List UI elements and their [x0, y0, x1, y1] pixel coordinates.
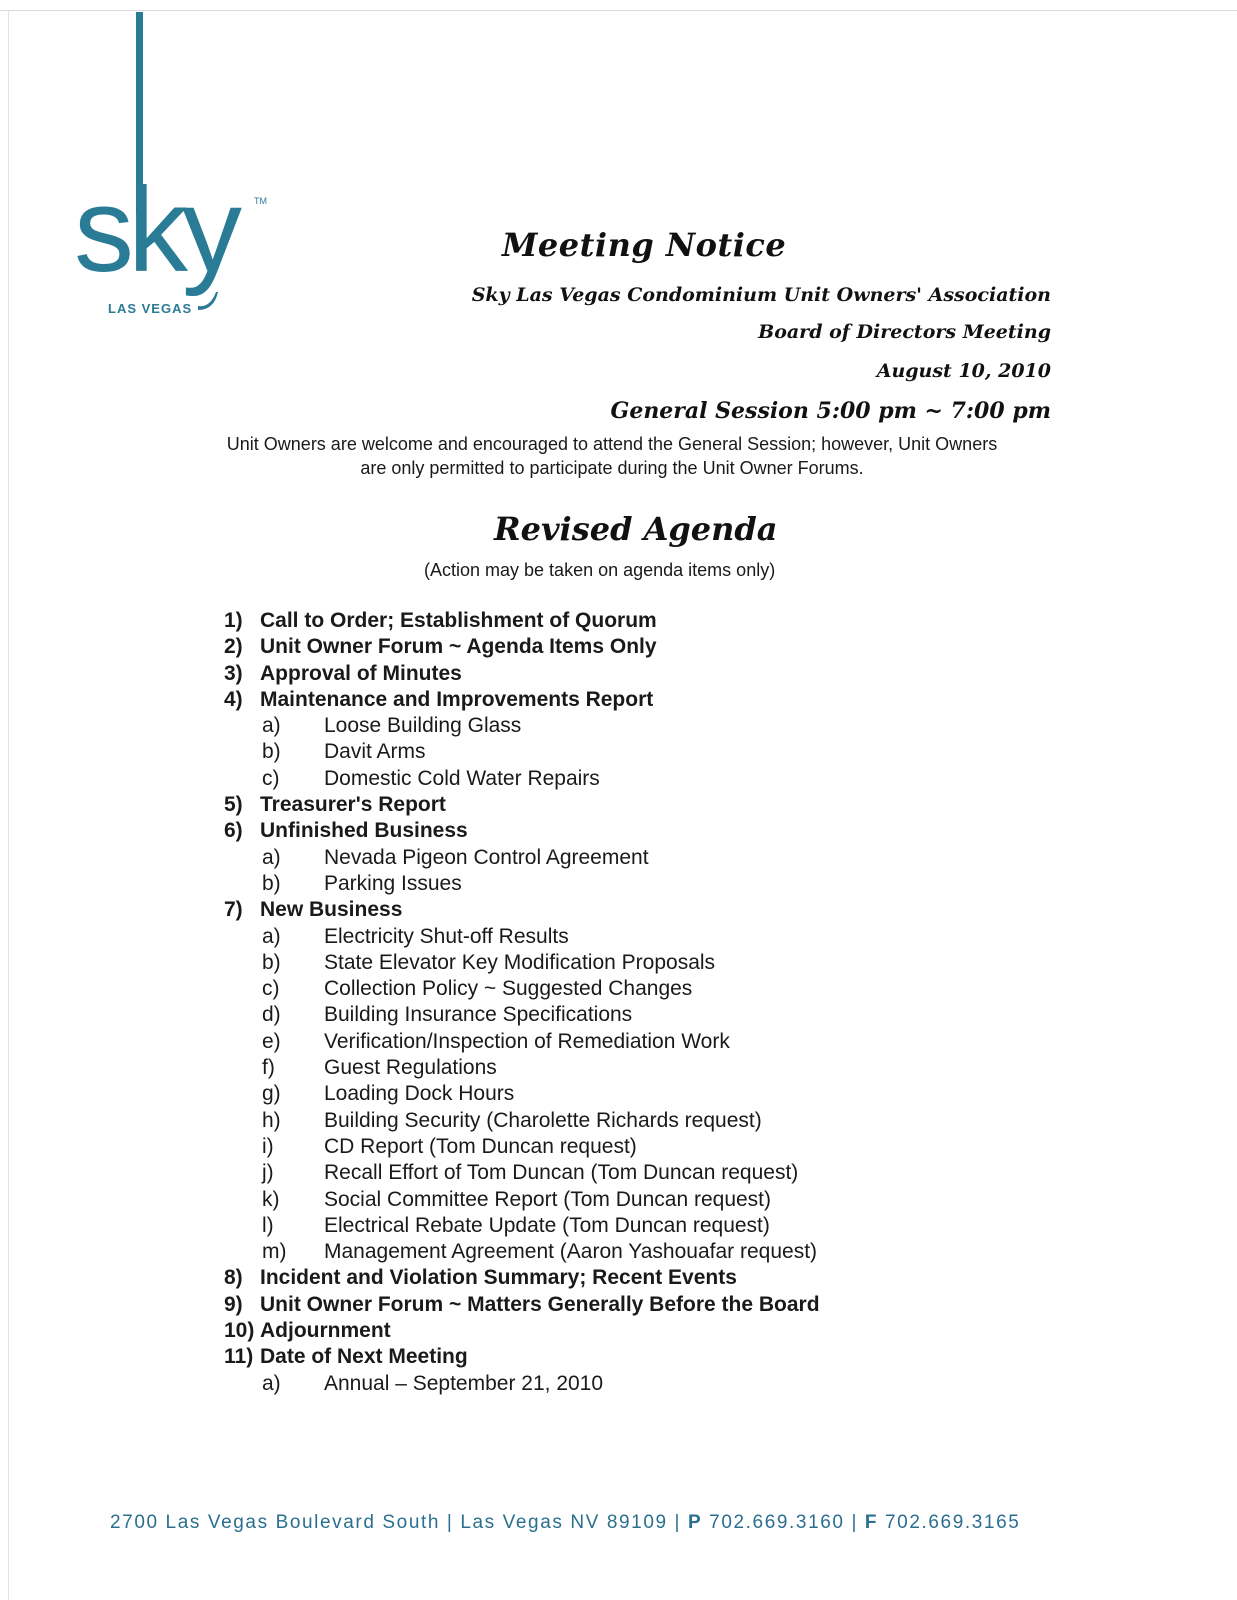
agenda-subitem-letter: b): [262, 740, 281, 764]
welcome-line-2: are only permitted to participate during the Unit Owner Forums.: [360, 458, 864, 478]
agenda-subitem-letter: e): [262, 1029, 281, 1053]
agenda-subitem: [224, 1002, 1124, 1028]
agenda-subitem: [224, 1029, 1124, 1055]
agenda-subitem-text: Management Agreement (Aaron Yashouafar request): [324, 1240, 818, 1264]
agenda-subitem: [224, 871, 1124, 897]
agenda-title: Revised Agenda: [494, 510, 778, 548]
agenda-subitem: [224, 739, 1124, 765]
agenda-subitem-letter: h): [262, 1108, 281, 1132]
agenda-item-number: 11): [224, 1345, 254, 1369]
association-name: Sky Las Vegas Condominium Unit Owners' Association: [471, 284, 1051, 306]
agenda-subitem-text: Loose Building Glass: [324, 714, 522, 738]
agenda-subitem-text: Guest Regulations: [324, 1056, 497, 1080]
agenda-item-number: 8): [224, 1266, 243, 1290]
agenda-item-text: Unfinished Business: [260, 819, 468, 843]
agenda-item: [224, 818, 1124, 844]
footer-phone: 702.669.3160 |: [709, 1512, 858, 1533]
agenda-item-text: Unit Owner Forum ~ Agenda Items Only: [260, 635, 657, 659]
agenda-item: [224, 634, 1124, 660]
footer-phone-label: P: [687, 1512, 703, 1533]
agenda-subitem: [224, 1108, 1124, 1134]
meeting-name: Board of Directors Meeting: [758, 321, 1051, 343]
logo-swoosh-icon: [196, 288, 220, 312]
agenda-subitem-text: Annual – September 21, 2010: [324, 1371, 604, 1395]
agenda-item-text: Call to Order; Establishment of Quorum: [260, 609, 657, 632]
agenda-item-number: 5): [224, 793, 243, 817]
agenda-item: [224, 608, 1124, 634]
agenda-subitem-letter: a): [262, 1371, 281, 1395]
agenda-item-text: Treasurer's Report: [260, 793, 446, 817]
page-top-edge: [0, 10, 1237, 11]
agenda-subitem-letter: k): [262, 1187, 280, 1211]
agenda-subitem-text: Davit Arms: [324, 740, 426, 764]
agenda-item-text: New Business: [260, 898, 403, 922]
welcome-line-1: Unit Owners are welcome and encouraged to attend the General Session; however, Unit Owners: [226, 434, 998, 454]
session-time: General Session 5:00 pm ~ 7:00 pm: [610, 398, 1051, 424]
agenda-item-text: Adjournment: [260, 1319, 391, 1343]
agenda-subitem-letter: m): [262, 1240, 287, 1264]
agenda-subitem: [224, 924, 1124, 950]
agenda-item-number: 3): [224, 661, 243, 685]
agenda-item-text: Approval of Minutes: [260, 661, 462, 685]
agenda-subitem: [224, 713, 1124, 739]
agenda-subitem-text: Collection Policy ~ Suggested Changes: [324, 977, 693, 1001]
agenda-subitem: [224, 1081, 1124, 1107]
agenda-item: [224, 1292, 1124, 1318]
agenda-subitem-letter: i): [262, 1134, 274, 1158]
agenda-item-number: 1): [224, 609, 243, 632]
agenda-subitem: [224, 845, 1124, 871]
agenda-subitem-letter: d): [262, 1003, 281, 1027]
logo-subtitle: LAS VEGAS: [108, 301, 193, 316]
agenda-subitem: [224, 1239, 1124, 1265]
agenda-subitem-letter: a): [262, 845, 281, 869]
welcome-paragraph: [150, 432, 1074, 480]
logo-trademark: TM: [254, 196, 267, 206]
meeting-notice-title: Meeting Notice: [502, 226, 787, 264]
agenda-subitem-letter: b): [262, 871, 281, 895]
agenda-subitem-letter: g): [262, 1082, 281, 1106]
agenda-subitem-text: Verification/Inspection of Remediation Work: [324, 1029, 730, 1053]
agenda-item: [224, 687, 1124, 713]
logo-wordmark: sky: [74, 163, 236, 297]
agenda-item-number: 4): [224, 687, 243, 711]
agenda-item: [224, 897, 1124, 923]
agenda-subitem-letter: a): [262, 714, 281, 738]
agenda-subitem-text: Social Committee Report (Tom Duncan request): [324, 1187, 772, 1211]
agenda-subitem-letter: c): [262, 977, 280, 1001]
agenda-subitem-text: State Elevator Key Modification Proposals: [324, 950, 716, 974]
footer-address: 2700 Las Vegas Boulevard South | Las Vegas NV 89109 |: [110, 1512, 682, 1533]
agenda-subitem: [224, 1187, 1124, 1213]
agenda-subitem-letter: b): [262, 950, 281, 974]
agenda-subitem-text: Electrical Rebate Update (Tom Duncan request): [324, 1213, 770, 1237]
agenda-subitem: [224, 1160, 1124, 1186]
agenda-subitem: [224, 1371, 1124, 1397]
agenda-subitem: [224, 1213, 1124, 1239]
agenda-item-text: Unit Owner Forum ~ Matters Generally Before the Board: [260, 1292, 820, 1316]
sky-logo: [74, 12, 274, 316]
agenda-subitem-letter: j): [262, 1161, 274, 1185]
footer-fax-label: F: [864, 1512, 879, 1533]
agenda-subitem-text: Building Security (Charolette Richards request): [324, 1108, 762, 1132]
agenda-item-number: 2): [224, 635, 243, 659]
agenda-item-text: Maintenance and Improvements Report: [260, 687, 654, 711]
agenda-item-number: 6): [224, 819, 243, 843]
agenda-item-number: 10): [224, 1319, 255, 1343]
agenda-item-text: Date of Next Meeting: [260, 1345, 468, 1369]
agenda-subitem: [224, 950, 1124, 976]
agenda-item: [224, 661, 1124, 687]
agenda-subitem: [224, 1134, 1124, 1160]
agenda-subitem: [224, 766, 1124, 792]
agenda-subitem-text: Domestic Cold Water Repairs: [324, 766, 600, 790]
agenda-subitem-letter: a): [262, 924, 281, 948]
agenda-item-number: 7): [224, 898, 243, 922]
agenda-note: (Action may be taken on agenda items only): [424, 560, 776, 580]
agenda-subitem-text: Parking Issues: [324, 871, 462, 895]
agenda-subitem-letter: l): [262, 1213, 274, 1237]
agenda-subitem-text: Building Insurance Specifications: [324, 1003, 633, 1027]
agenda-item-text: Incident and Violation Summary; Recent Events: [260, 1266, 737, 1290]
agenda-item: [224, 1344, 1124, 1370]
agenda-item-number: 9): [224, 1292, 243, 1316]
agenda-subitem-text: Nevada Pigeon Control Agreement: [324, 845, 649, 869]
agenda-subitem-text: Loading Dock Hours: [324, 1082, 515, 1106]
agenda-subitem: [224, 976, 1124, 1002]
agenda-item: [224, 792, 1124, 818]
footer-contact: [110, 1512, 1130, 1534]
agenda-subitem-text: Electricity Shut-off Results: [324, 924, 569, 948]
agenda-subitem-text: Recall Effort of Tom Duncan (Tom Duncan request): [324, 1161, 799, 1185]
meeting-date: August 10, 2010: [876, 360, 1051, 382]
agenda-item: [224, 1318, 1124, 1344]
agenda-subitem-letter: f): [262, 1056, 275, 1080]
page-left-edge: [8, 10, 9, 1600]
agenda-subitem: [224, 1055, 1124, 1081]
agenda-list: [224, 608, 1124, 1397]
agenda-subitem-text: CD Report (Tom Duncan request): [324, 1134, 637, 1158]
agenda-subitem-letter: c): [262, 766, 280, 790]
agenda-item: [224, 1265, 1124, 1291]
footer-fax: 702.669.3165: [885, 1512, 1021, 1533]
